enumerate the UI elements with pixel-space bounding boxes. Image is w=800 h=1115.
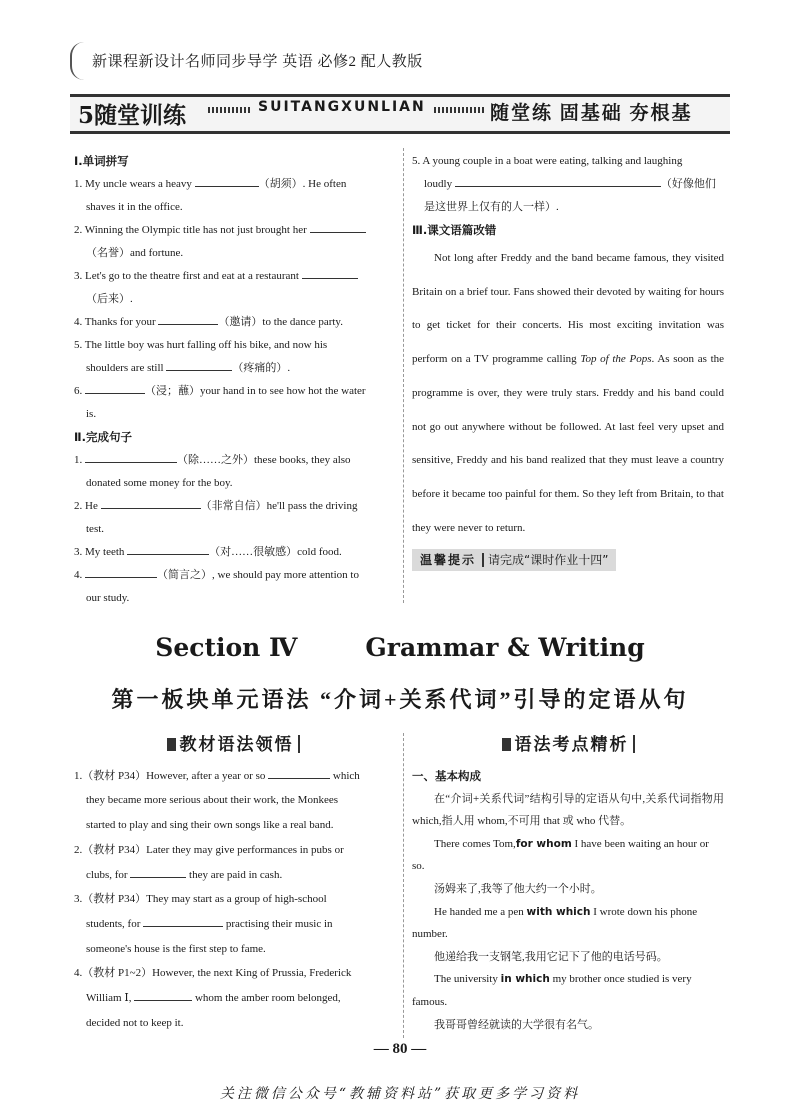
header-bracket <box>70 42 86 80</box>
example-cont: decided not to keep it. <box>86 1016 184 1029</box>
example: 1.（教材 P34）However, after a year or so which <box>74 764 392 789</box>
textbook-grammar-column <box>74 733 392 1035</box>
example: 2.（教材 P34）Later they may give performances in pubs or <box>74 843 344 856</box>
banner-motto: 随堂练 固基础 夯根基 <box>490 103 693 124</box>
question: 2. He （非常自信）he'll pass the driving <box>74 495 392 518</box>
question-cont: is. <box>86 408 97 420</box>
question: 1. My uncle wears a heavy （胡须）. He often <box>74 173 392 196</box>
book-header: 新课程新设计名师同步导学 英语 必修2 配人教版 <box>92 54 423 70</box>
bookmark-icon <box>167 738 176 751</box>
error-correction-passage: Not long after Freddy and the band became famous, they visited Britain on a brief tour. Fans showed their devoted by waiting for hours to get ticket for their concerts. His most exciting invitation was perform on a TV programme calling Top of the Pops. As soon as the programme is over, they were truly stars. Freddy and his band could not go out anywhere without be followed. At last feel very upset and sensitive, Freddy and his band realized that they must leave a country before it became too painful for them. So they left from Britain, to that they were never to return. <box>412 252 725 534</box>
part2-title: Ⅱ.完成句子 <box>74 430 132 444</box>
question: 4. Thanks for your （邀请）to the dance party. <box>74 311 392 334</box>
question: 5. The little boy was hurt falling off his bike, and now his <box>74 339 328 351</box>
tip-box: 温馨提示 请完成“课时作业十四” <box>412 549 616 571</box>
example-cont: clubs, for they are paid in cash. <box>74 863 392 888</box>
right-box-heading: 语法考点精析 <box>412 733 724 757</box>
column-divider <box>403 733 404 1038</box>
question: 2. Winning the Olympic title has not just brought her <box>74 219 392 242</box>
example-cont: someone's house is the first step to fame. <box>86 942 266 955</box>
example-translation: 汤姆来了,我等了他大约一个小时。 <box>434 882 602 895</box>
part3-title: Ⅲ.课文语篇改错 <box>412 223 497 237</box>
grammar-analysis-column <box>412 733 724 1036</box>
grammar-rule: 在“介词+关系代词”结构引导的定语从句中,关系代词指物用 which,指人用 whom,不可用 that 或 who 代替。 <box>412 792 724 828</box>
question: 3. Let's go to the theatre first and eat at a restaurant <box>74 265 392 288</box>
example-cont: students, for practising their music in <box>74 912 392 937</box>
question-cont: our study. <box>86 592 130 604</box>
example-cont: started to play and sing their own songs like a real band. <box>86 819 334 832</box>
right-column <box>412 150 724 573</box>
example-sentence: He handed me a pen with which I wrote down his phone number. <box>412 905 698 941</box>
bookmark-icon <box>502 738 511 751</box>
question-cont: 是这世界上仅有的人一样）. <box>424 201 559 213</box>
question: 4. （简言之）, we should pay more attention to <box>74 564 392 587</box>
banner-pinyin: SUITANGXUNLIAN <box>258 99 426 115</box>
question: 3. My teeth （对……很敏感）cold food. <box>74 541 392 564</box>
example-cont: they became more serious about their work, the Monkees <box>86 794 339 807</box>
left-box-heading: 教材语法领悟 <box>74 733 392 758</box>
question-cont: test. <box>86 523 105 535</box>
part1-title: Ⅰ.单词拼写 <box>74 154 129 168</box>
question-cont: （名誉）and fortune. <box>86 247 184 259</box>
page-number: — 80 — <box>373 1041 427 1057</box>
example-sentence: The university in which my brother once studied is very famous. <box>412 973 692 1008</box>
basic-structure-title: 一、基本构成 <box>412 769 481 783</box>
example-translation: 他递给我一支钢笔,我用它记下了他的电话号码。 <box>434 950 668 963</box>
example-sentence: There comes Tom,for whom I have been waiting an hour or so. <box>412 837 709 873</box>
question-cont: loudly （好像他们 <box>412 173 724 196</box>
column-divider <box>403 148 404 603</box>
unit-grammar-subtitle: 第一板块单元语法 “介词+关系代词”引导的定语从句 <box>111 687 689 712</box>
example-cont: William Ⅰ, whom the amber room belonged, <box>74 986 392 1011</box>
section-title: Section Ⅳ Grammar & Writing <box>155 633 645 662</box>
question: 6. （浸；蘸）your hand in to see how hot the water <box>74 380 392 403</box>
question-cont: shoulders are still （疼痛的）. <box>74 357 392 380</box>
banner-title: 5随堂训练 <box>78 102 187 129</box>
question: 5. A young couple in a boat were eating, talking and laughing <box>412 155 683 167</box>
question: 1. （除……之外）these books, they also <box>74 449 392 472</box>
question-cont: （后来）. <box>86 293 133 305</box>
question-cont: donated some money for the boy. <box>86 477 233 489</box>
left-column <box>74 150 392 610</box>
example: 3.（教材 P34）They may start as a group of high-school <box>74 893 327 906</box>
example-translation: 我哥哥曾经就读的大学很有名气。 <box>434 1018 599 1031</box>
question-cont: shaves it in the office. <box>86 201 183 213</box>
example: 4.（教材 P1~2）However, the next King of Prussia, Frederick <box>74 967 352 980</box>
footer-note: 关注微信公众号“教辅资料站”获取更多学习资料 <box>219 1086 581 1102</box>
